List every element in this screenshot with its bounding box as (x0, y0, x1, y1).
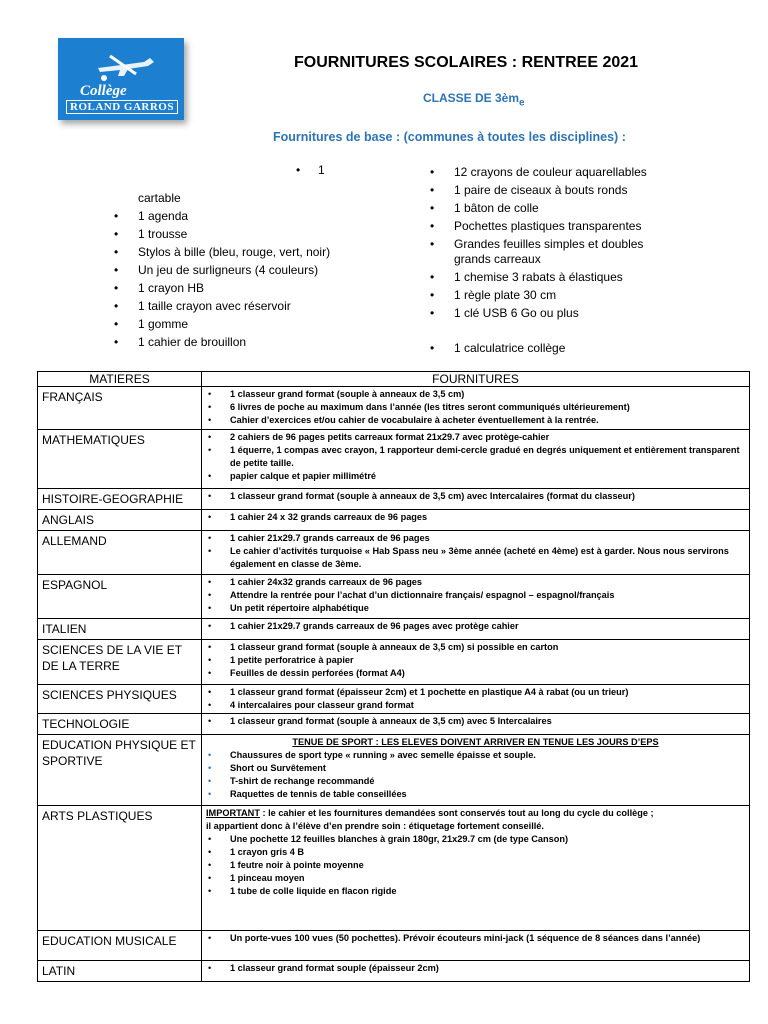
supply-item: • 1 classeur grand format (épaisseur 2cm) et 1 pochette en plastique A4 à rabat (ou un trieur) (206, 686, 745, 699)
table-row (38, 387, 750, 430)
page-title: FOURNITURES SCOLAIRES : RENTREE 2021 (294, 54, 639, 71)
supplies-cell (202, 961, 750, 982)
important-text-2: il appartient donc à l’élève d’en prendre soin : étiquetage fortement conseillé. (206, 821, 544, 831)
table-row (38, 430, 750, 489)
table-row (38, 961, 750, 982)
header-matieres: MATIERES (38, 372, 202, 387)
supply-item: • 1 cahier 21x29.7 grands carreaux de 96 pages avec protège cahier (206, 620, 745, 633)
subject-cell: ITALIEN (38, 619, 202, 640)
supplies-cell (202, 735, 750, 806)
subject-cell: EDUCATION MUSICALE (38, 931, 202, 961)
supply-item: • 1 classeur grand format (souple à anneaux de 3,5 cm) avec 5 Intercalaires (206, 715, 745, 728)
supplies-cell (202, 619, 750, 640)
list-item: • 1 gomme (114, 315, 330, 333)
supplies-cell (202, 489, 750, 510)
base-list-left (114, 207, 330, 351)
list-item: • Grandes feuilles simples et doubles (430, 235, 647, 253)
supply-item: • 1 classeur grand format (souple à anneaux de 3,5 cm) si possible en carton (206, 641, 745, 654)
supply-item: • Chaussures de sport type « running » avec semelle épaisse et souple. (206, 749, 745, 762)
important-note (206, 807, 745, 820)
important-label: IMPORTANT (206, 808, 260, 818)
table-row (38, 489, 750, 510)
supply-item: • Un porte-vues 100 vues (50 pochettes). Prévoir écouteurs mini-jack (1 séquence de 8 séances dans l’année) (206, 932, 745, 945)
table-row (38, 575, 750, 619)
table-row (38, 531, 750, 575)
list-item: • 1 règle plate 30 cm (430, 286, 647, 304)
subject-cell: ANGLAIS (38, 510, 202, 531)
supplies-cell (202, 806, 750, 931)
list-item: • Stylos à bille (bleu, rouge, vert, noir) (114, 243, 330, 261)
supply-item: • Short ou Survêtement (206, 762, 745, 775)
supply-item: • Feuilles de dessin perforées (format A4) (206, 667, 745, 680)
table-row (38, 735, 750, 806)
subject-cell: SCIENCES PHYSIQUES (38, 685, 202, 714)
list-item: • 1 taille crayon avec réservoir (114, 297, 330, 315)
supply-item: • 4 intercalaires pour classeur grand format (206, 699, 745, 712)
supply-item: • Raquettes de tennis de table conseillées (206, 788, 745, 801)
table-row (38, 806, 750, 931)
supplies-cell (202, 714, 750, 735)
subject-cell: LATIN (38, 961, 202, 982)
list-item: • 1 cahier de brouillon (114, 333, 330, 351)
supply-item: • 1 petite perforatrice à papier (206, 654, 745, 667)
subject-cell: ARTS PLASTIQUES (38, 806, 202, 931)
supply-item: • Cahier d’exercices et/ou cahier de vocabulaire à acheter éventuellement à la rentrée. (206, 414, 745, 427)
subject-cell: HISTOIRE-GEOGRAPHIE (38, 489, 202, 510)
supplies-cell (202, 430, 750, 489)
logo-line1: Collège (80, 83, 127, 99)
supply-item: • 1 cahier 24x32 grands carreaux de 96 pages (206, 576, 745, 589)
supply-item: • 1 tube de colle liquide en flacon rigide (206, 885, 745, 898)
supplies-cell (202, 931, 750, 961)
supplies-cell (202, 640, 750, 685)
supply-item: • 1 feutre noir à pointe moyenne (206, 859, 745, 872)
important-text: : le cahier et les fournitures demandées sont conservés tout au long du cycle du collège ; (259, 808, 654, 818)
list-item: • 1 trousse (114, 225, 330, 243)
supply-item: • Attendre la rentrée pour l’achat d’un dictionnaire français/ espagnol – espagnol/français (206, 589, 745, 602)
logo-line2: ROLAND GARROS (66, 100, 178, 114)
table-row (38, 640, 750, 685)
list-item: • 12 crayons de couleur aquarellables (430, 163, 647, 181)
subject-cell: ESPAGNOL (38, 575, 202, 619)
school-logo (58, 38, 184, 120)
supplies-cell (202, 575, 750, 619)
header-fournitures: FOURNITURES (202, 372, 750, 387)
subject-cell: EDUCATION PHYSIQUE ET SPORTIVE (38, 735, 202, 806)
supply-item: • 1 classeur grand format souple (épaisseur 2cm) (206, 962, 745, 975)
subject-cell: SCIENCES DE LA VIE ET DE LA TERRE (38, 640, 202, 685)
supply-item: • 1 classeur grand format (souple à anneaux de 3,5 cm) (206, 388, 745, 401)
supply-item: • 1 crayon gris 4 B (206, 846, 745, 859)
supply-item: • Une pochette 12 feuilles blanches à grain 180gr, 21x29.7 cm (de type Canson) (206, 833, 745, 846)
list-item-cartable: cartable (138, 191, 181, 205)
subject-cell: MATHEMATIQUES (38, 430, 202, 489)
supply-item: • T-shirt de rechange recommandé (206, 775, 745, 788)
supplies-cell (202, 685, 750, 714)
supply-item: • papier calque et papier millimétré (206, 470, 745, 483)
base-supplies-title: Fournitures de base : (communes à toutes les disciplines) : (273, 130, 626, 144)
eps-heading: TENUE DE SPORT : LES ELEVES DOIVENT ARRIVER EN TENUE LES JOURS D’EPS (292, 737, 659, 747)
list-item: • Un jeu de surligneurs (4 couleurs) (114, 261, 330, 279)
base-list-right (430, 163, 647, 357)
table-row (38, 619, 750, 640)
supply-item: • 1 cahier 24 x 32 grands carreaux de 96 pages (206, 511, 745, 524)
list-item: • 1 agenda (114, 207, 330, 225)
list-item: • 1 clé USB 6 Go ou plus (430, 304, 647, 322)
supply-item: • 1 classeur grand format (souple à anneaux de 3,5 cm) avec Intercalaires (format du classeur) (206, 490, 745, 503)
table-row (38, 685, 750, 714)
supply-item: • 1 équerre, 1 compas avec crayon, 1 rapporteur demi-cercle gradué en degrés uniquement et entièrement transparent de petite taille. (206, 444, 745, 470)
supplies-cell (202, 531, 750, 575)
supply-item: • Le cahier d’activités turquoise « Hab Spass neu » 3ème année (acheté en 4ème) est à garder. Nous nous servirons également en classe de 3ème. (206, 545, 745, 571)
supply-item: • Un petit répertoire alphabétique (206, 602, 745, 615)
list-item: • 1 crayon HB (114, 279, 330, 297)
supply-item: • 6 livres de poche au maximum dans l’année (les titres seront communiqués ultérieurement) (206, 401, 745, 414)
subject-cell: FRANÇAIS (38, 387, 202, 430)
table-row (38, 510, 750, 531)
supplies-table (37, 371, 750, 982)
table-row (38, 931, 750, 961)
supplies-cell (202, 387, 750, 430)
list-item: grands carreaux (454, 252, 541, 266)
list-item: • 1 chemise 3 rabats à élastiques (430, 268, 647, 286)
supply-item: • 2 cahiers de 96 pages petits carreaux format 21x29.7 avec protège-cahier (206, 431, 745, 444)
table-row (38, 714, 750, 735)
list-item: • Pochettes plastiques transparentes (430, 217, 647, 235)
subject-cell: ALLEMAND (38, 531, 202, 575)
supplies-cell (202, 510, 750, 531)
supply-item: • 1 cahier 21x29.7 grands carreaux de 96 pages (206, 532, 745, 545)
list-item: • 1 calculatrice collège (430, 339, 647, 357)
class-subtitle: CLASSE DE $3èm_e$ (423, 91, 525, 109)
list-item: • 1 paire de ciseaux à bouts ronds (430, 181, 647, 199)
supply-item: • 1 pinceau moyen (206, 872, 745, 885)
subject-cell: TECHNOLOGIE (38, 714, 202, 735)
list-item: • 1 bâton de colle (430, 199, 647, 217)
